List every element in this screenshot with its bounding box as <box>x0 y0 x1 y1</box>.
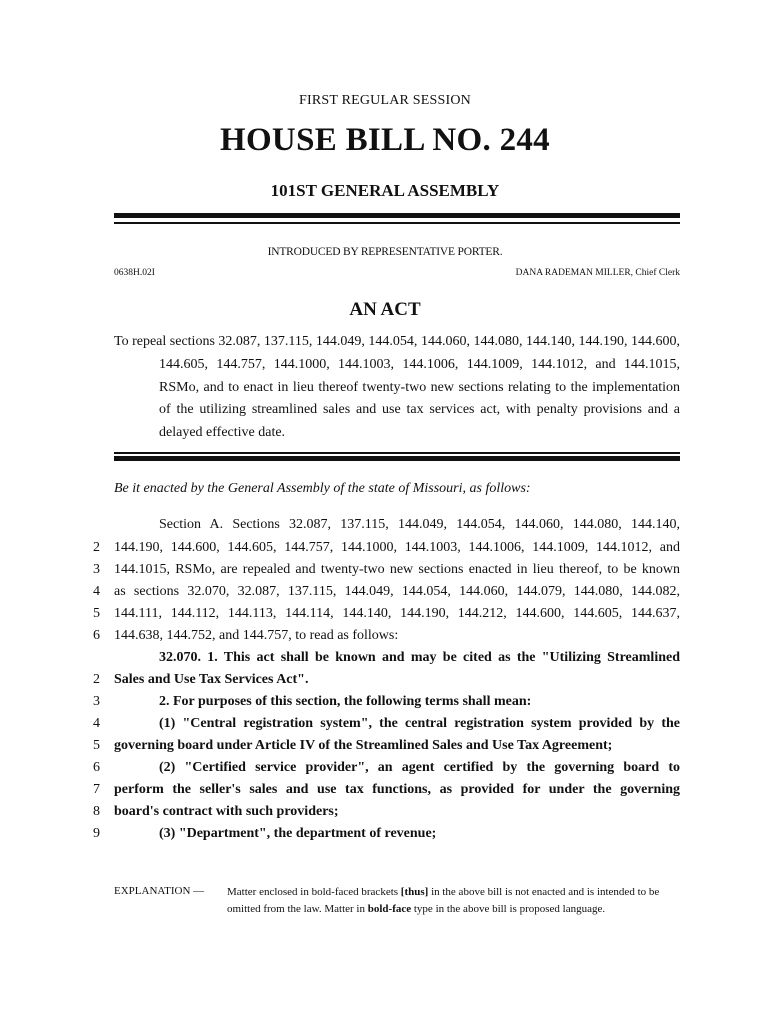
bill-line: Section A. Sections 32.087, 137.115, 144.049, 144.054, 144.060, 144.080, 144.140, <box>159 517 680 532</box>
bill-title: HOUSE BILL NO. 244 <box>220 122 550 158</box>
bill-line: 32.070. 1. This act shall be known and may be cited as the "Utilizing Streamlined <box>159 650 680 665</box>
assembly-label: 101ST GENERAL ASSEMBLY <box>270 181 500 200</box>
act-summary: To repeal sections 32.087, 137.115, 144.049, 144.054, 144.060, 144.080, 144.140, 144.190, 144.600, 144.605, 144.757, 144.1000, 144.1003, 144.1006, 144.1009, 144.1012, and 144.1015, RSMo, and to enact in lieu thereof twenty-two new sections relating to the implementation of the utilizing streamlined sales and use tax services act, with penalty provisions and a delayed effective date. <box>114 334 680 441</box>
line-number: 6 <box>93 760 100 775</box>
mid-divider-thick <box>114 456 680 461</box>
bill-line: board's contract with such providers; <box>114 804 339 819</box>
bill-line: 2. For purposes of this section, the following terms shall mean: <box>159 694 532 709</box>
bill-code: 0638H.02I <box>114 268 155 278</box>
line-number: 9 <box>93 826 100 841</box>
line-number: 2 <box>93 540 100 555</box>
bill-line: perform the seller's sales and use tax functions, as provided for under the governing <box>114 782 680 797</box>
bill-line: governing board under Article IV of the Streamlined Sales and Use Tax Agreement; <box>114 738 613 753</box>
bill-line: 144.638, 144.752, and 144.757, to read as follows: <box>114 628 399 643</box>
bold-face-example: bold-face <box>367 902 412 915</box>
line-number: 7 <box>93 782 100 797</box>
bill-line: (2) "Certified service provider", an agent certified by the governing board to <box>159 760 680 775</box>
act-heading: AN ACT <box>349 299 421 320</box>
mid-divider-thin <box>114 452 680 454</box>
line-number: 3 <box>93 694 100 709</box>
line-number: 5 <box>93 606 100 621</box>
line-number: 2 <box>93 672 100 687</box>
line-number: 4 <box>93 584 100 599</box>
session-label: FIRST REGULAR SESSION <box>299 93 471 108</box>
enacting-clause: Be it enacted by the General Assembly of the state of Missouri, as follows: <box>114 481 531 496</box>
top-divider-thick <box>114 213 680 218</box>
explanation-text <box>227 884 680 917</box>
chief-clerk: DANA RADEMAN MILLER, Chief Clerk <box>515 268 680 278</box>
bill-line: 144.111, 144.112, 144.113, 144.114, 144.140, 144.190, 144.212, 144.600, 144.605, 144.637, <box>114 606 680 621</box>
explanation-part2: in the above bill is not enacted and is intended to be omitted from the law. Matter in <box>227 886 660 915</box>
bill-line: (1) "Central registration system", the central registration system provided by the <box>159 716 680 731</box>
introduced-by: INTRODUCED BY REPRESENTATIVE PORTER. <box>267 246 503 258</box>
bill-line: 144.1015, RSMo, are repealed and twenty-two new sections enacted in lieu thereof, to be known <box>114 562 680 577</box>
bracket-example: [thus] <box>400 886 429 898</box>
explanation-part1: Matter enclosed in bold-faced brackets <box>227 886 401 898</box>
bill-line: Sales and Use Tax Services Act". <box>114 672 309 687</box>
bill-line: (3) "Department", the department of revenue; <box>159 826 437 841</box>
bill-line: as sections 32.070, 32.087, 137.115, 144.049, 144.054, 144.060, 144.079, 144.080, 144.082, <box>114 584 680 599</box>
line-number: 6 <box>93 628 100 643</box>
explanation-part3: type in the above bill is proposed language. <box>411 902 606 915</box>
line-number: 5 <box>93 738 100 753</box>
line-number: 3 <box>93 562 100 577</box>
bill-line: 144.190, 144.600, 144.605, 144.757, 144.1000, 144.1003, 144.1006, 144.1009, 144.1012, and <box>114 540 680 555</box>
top-divider-thin <box>114 222 680 224</box>
explanation-label: EXPLANATION — <box>114 885 205 897</box>
line-number: 4 <box>93 716 100 731</box>
line-number: 8 <box>93 804 100 819</box>
